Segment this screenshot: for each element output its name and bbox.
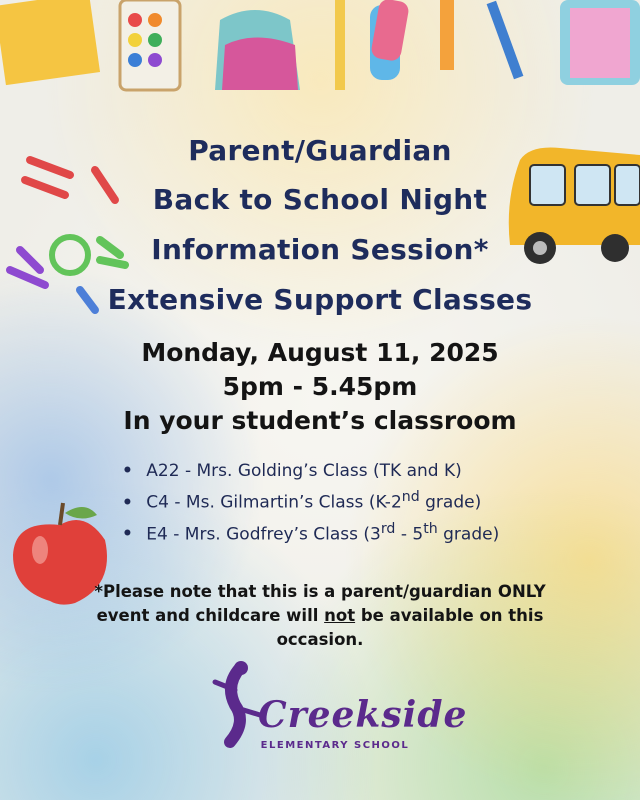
title-line-3: Information Session*	[151, 233, 489, 266]
title-line-2: Back to School Night	[152, 183, 488, 216]
class-list-item: • E4 - Mrs. Godfrey’s Class (3rd - 5th grade)	[122, 516, 499, 548]
class-list	[122, 458, 499, 547]
class-teacher: Ms. Gilmartin’s Class	[185, 492, 364, 513]
class-list-item: • A22 - Mrs. Golding’s Class (TK and K)	[122, 458, 499, 484]
class-room: C4	[146, 492, 169, 513]
school-logo-name: Creekside	[258, 694, 468, 736]
title-line-1: Parent/Guardian	[188, 134, 452, 167]
class-room: E4	[146, 524, 168, 545]
grade-suffix: th	[423, 520, 438, 537]
school-logo-subtitle: ELEMENTARY SCHOOL	[260, 740, 410, 751]
note-part-1: *Please note that this is a parent/guardian ONLY event and childcare will	[94, 582, 546, 625]
class-list-item: • C4 - Ms. Gilmartin’s Class (K-2nd grade)	[122, 484, 499, 516]
event-date: Monday, August 11, 2025	[141, 338, 499, 367]
event-location: In your student’s classroom	[123, 406, 517, 435]
class-grades-end: grade)	[419, 492, 482, 513]
class-teacher: Mrs. Golding’s Class	[196, 461, 368, 481]
class-teacher: Mrs. Godfrey’s Class	[184, 524, 358, 545]
note-part-2: be available on this occasion.	[276, 606, 544, 649]
class-grades-end: grade)	[437, 524, 500, 545]
note-underlined: not	[324, 606, 356, 625]
class-room: A22	[146, 461, 180, 481]
class-grades: (TK and K)	[373, 461, 462, 481]
title-line-4: Extensive Support Classes	[107, 283, 533, 316]
class-grades: (K-2	[368, 492, 402, 513]
grade-suffix: nd	[401, 489, 420, 505]
class-grades: (3	[363, 524, 381, 545]
grade-suffix: rd	[380, 520, 396, 537]
class-grades-mid: - 5	[395, 524, 424, 545]
event-time: 5pm - 5.45pm	[222, 372, 418, 401]
childcare-note	[70, 580, 570, 652]
